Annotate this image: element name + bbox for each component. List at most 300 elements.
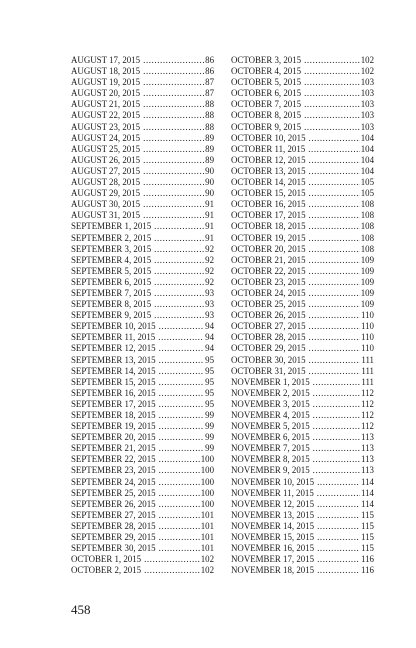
index-entry: [71, 410, 214, 421]
index-entry: [71, 543, 214, 554]
index-entry-date: SEPTEMBER 21, 2015: [71, 443, 156, 454]
index-entry: [71, 210, 214, 221]
dot-leader: [154, 266, 204, 277]
index-entry-date: NOVEMBER 5, 2015: [231, 421, 310, 432]
index-entry: [71, 488, 214, 499]
index-entry-page: 103: [360, 88, 374, 99]
index-entry-page: 105: [360, 188, 374, 199]
dot-leader: [308, 144, 359, 155]
index-entry: [71, 66, 214, 77]
index-entry-page: 87: [205, 88, 214, 99]
index-entry: [71, 565, 214, 576]
index-entry-page: 91: [205, 210, 214, 221]
index-entry-page: 91: [205, 221, 214, 232]
index-entry: [231, 66, 374, 77]
index-entry-date: NOVEMBER 2, 2015: [231, 387, 310, 398]
index-entry: [71, 477, 214, 488]
dot-leader: [143, 155, 204, 166]
index-entry: [71, 399, 214, 410]
index-entry: [231, 210, 374, 221]
index-entry-date: OCTOBER 23, 2015: [231, 276, 306, 287]
index-entry-page: 115: [361, 543, 374, 554]
index-entry-page: 115: [361, 509, 374, 520]
index-entry: [71, 465, 214, 476]
index-entry-page: 89: [205, 132, 214, 143]
index-entry-date: SEPTEMBER 10, 2015: [71, 321, 156, 332]
index-entry: [71, 144, 214, 155]
dot-leader: [159, 532, 200, 543]
index-entry: [231, 199, 374, 210]
dot-leader: [154, 255, 204, 266]
index-entry: [71, 88, 214, 99]
index-entry-page: 102: [360, 66, 374, 77]
index-entry-page: 99: [205, 410, 214, 420]
index-entry: [231, 233, 374, 244]
dot-leader: [144, 565, 200, 576]
dot-leader: [313, 421, 360, 432]
dot-leader: [154, 277, 204, 288]
index-entry: [71, 510, 214, 521]
index-entry-page: 104: [360, 143, 374, 154]
index-entry-date: OCTOBER 2, 2015: [71, 565, 142, 576]
dot-leader: [317, 510, 360, 521]
index-entry: [71, 188, 214, 199]
index-entry-page: 100: [200, 498, 214, 509]
dot-leader: [159, 343, 205, 354]
index-entry-date: AUGUST 17, 2015: [71, 55, 141, 65]
index-entry: [71, 299, 214, 310]
dot-leader: [309, 188, 360, 199]
index-entry-page: 112: [361, 410, 374, 420]
index-entry-date: SEPTEMBER 27, 2015: [71, 509, 156, 520]
index-entry-page: 95: [205, 354, 214, 365]
index-entry-date: SEPTEMBER 7, 2015: [71, 287, 152, 298]
dot-leader: [313, 454, 360, 465]
index-entry-date: SEPTEMBER 24, 2015: [71, 476, 156, 487]
dot-leader: [317, 488, 360, 499]
dot-leader: [317, 532, 360, 543]
index-entry-page: 109: [360, 254, 374, 265]
index-entry-page: 112: [361, 387, 374, 398]
index-entry: [71, 244, 214, 255]
dot-leader: [309, 321, 360, 332]
index-entry: [71, 55, 214, 66]
index-entry-date: NOVEMBER 6, 2015: [231, 432, 310, 443]
dot-leader: [313, 399, 360, 410]
dot-leader: [309, 332, 360, 343]
index-entry-date: SEPTEMBER 19, 2015: [71, 421, 156, 432]
index-entry-page: 86: [205, 55, 214, 65]
index-entry: [71, 177, 214, 188]
index-entry-page: 101: [200, 543, 214, 554]
index-entry: [231, 133, 374, 144]
index-entry-date: OCTOBER 19, 2015: [231, 232, 306, 243]
index-entry-page: 86: [205, 66, 214, 77]
index-entry-date: NOVEMBER 3, 2015: [231, 398, 310, 409]
index-entry-page: 108: [360, 221, 374, 232]
index-entry-date: NOVEMBER 10, 2015: [231, 476, 315, 487]
index-entry: [231, 432, 374, 443]
dot-leader: [159, 465, 200, 476]
dot-leader: [158, 332, 204, 343]
dot-leader: [313, 410, 360, 421]
index-entry-date: SEPTEMBER 20, 2015: [71, 432, 156, 443]
dot-leader: [309, 133, 360, 144]
index-entry-page: 99: [205, 443, 214, 454]
index-entry-page: 93: [205, 310, 214, 321]
index-entry: [71, 221, 214, 232]
dot-leader: [304, 122, 360, 133]
index-entry-date: OCTOBER 30, 2015: [231, 354, 306, 365]
index-entry-date: AUGUST 18, 2015: [71, 66, 141, 77]
dot-leader: [304, 99, 360, 110]
index-entry: [231, 443, 374, 454]
index-entry-date: OCTOBER 6, 2015: [231, 88, 302, 99]
index-entry-page: 102: [200, 565, 214, 576]
index-entry-date: SEPTEMBER 25, 2015: [71, 487, 156, 498]
dot-leader: [159, 543, 200, 554]
index-entry-date: SEPTEMBER 15, 2015: [71, 376, 156, 387]
index-entry-date: OCTOBER 15, 2015: [231, 188, 306, 199]
index-entry-page: 103: [360, 110, 374, 121]
dot-leader: [309, 177, 360, 188]
index-entry-page: 104: [360, 154, 374, 165]
index-entry-date: SEPTEMBER 14, 2015: [71, 365, 156, 376]
index-entry-page: 115: [361, 532, 374, 543]
index-entry-date: OCTOBER 10, 2015: [231, 132, 306, 143]
index-entry: [71, 454, 214, 465]
index-entry: [71, 343, 214, 354]
dot-leader: [159, 421, 205, 432]
index-entry: [231, 288, 374, 299]
dot-leader: [309, 255, 360, 266]
index-entry-date: NOVEMBER 16, 2015: [231, 543, 315, 554]
index-entry-page: 116: [361, 565, 374, 576]
index-entry-date: SEPTEMBER 29, 2015: [71, 532, 156, 543]
index-entry-date: OCTOBER 14, 2015: [231, 177, 306, 188]
index-entry-date: OCTOBER 4, 2015: [231, 66, 302, 77]
dot-leader: [317, 499, 360, 510]
index-entry-date: NOVEMBER 15, 2015: [231, 532, 315, 543]
index-entry-page: 101: [200, 509, 214, 520]
index-entry: [231, 155, 374, 166]
index-entry: [231, 255, 374, 266]
index-entry-date: OCTOBER 24, 2015: [231, 287, 306, 298]
dot-leader: [143, 199, 204, 210]
dot-leader: [159, 499, 200, 510]
index-entry-date: AUGUST 27, 2015: [71, 165, 141, 176]
dot-leader: [313, 443, 360, 454]
dot-leader: [144, 554, 200, 565]
index-entry: [231, 543, 374, 554]
index-entry-date: AUGUST 19, 2015: [71, 77, 141, 88]
index-entry: [71, 155, 214, 166]
dot-leader: [143, 88, 204, 99]
index-entry: [231, 166, 374, 177]
dot-leader: [309, 199, 360, 210]
index-entry-page: 93: [205, 287, 214, 298]
dot-leader: [159, 321, 205, 332]
dot-leader: [304, 77, 360, 88]
dot-leader: [313, 432, 360, 443]
index-entry-page: 90: [205, 177, 214, 188]
dot-leader: [309, 288, 360, 299]
index-entry-date: OCTOBER 17, 2015: [231, 210, 306, 221]
index-entry-page: 92: [205, 276, 214, 287]
index-entry-page: 91: [205, 232, 214, 243]
index-entry: [71, 377, 214, 388]
index-entry: [71, 166, 214, 177]
dot-leader: [159, 477, 200, 488]
index-entry-date: SEPTEMBER 26, 2015: [71, 498, 156, 509]
index-entry-page: 108: [360, 243, 374, 254]
dot-leader: [304, 55, 360, 66]
index-entry-date: OCTOBER 26, 2015: [231, 310, 306, 321]
index-entry-page: 109: [360, 299, 374, 310]
dot-leader: [304, 110, 360, 121]
index-entry-date: SEPTEMBER 13, 2015: [71, 354, 156, 365]
dot-leader: [309, 210, 360, 221]
index-entry: [231, 321, 374, 332]
index-entry-date: SEPTEMBER 30, 2015: [71, 543, 156, 554]
index-entry-date: SEPTEMBER 4, 2015: [71, 254, 152, 265]
index-entry-date: OCTOBER 1, 2015: [71, 554, 142, 565]
index-entry-page: 108: [360, 210, 374, 221]
index-entry-page: 113: [361, 443, 374, 454]
index-entry-date: SEPTEMBER 2, 2015: [71, 232, 152, 243]
index-entry-page: 100: [200, 487, 214, 498]
index-entry-date: SEPTEMBER 12, 2015: [71, 343, 156, 354]
dot-leader: [309, 244, 360, 255]
index-entry-page: 95: [205, 376, 214, 387]
index-entry: [71, 255, 214, 266]
dot-leader: [143, 122, 204, 133]
index-entry: [231, 388, 374, 399]
index-entry: [231, 244, 374, 255]
dot-leader: [317, 543, 360, 554]
index-entry-date: NOVEMBER 17, 2015: [231, 554, 315, 565]
dot-leader: [159, 510, 200, 521]
dot-leader: [304, 66, 360, 77]
dot-leader: [143, 77, 204, 88]
index-entry: [231, 477, 374, 488]
index-entry-date: OCTOBER 8, 2015: [231, 110, 302, 121]
index-entry-page: 91: [205, 199, 214, 210]
index-entry-page: 102: [200, 554, 214, 565]
dot-leader: [143, 210, 204, 221]
dot-leader: [154, 310, 204, 321]
index-entry-date: AUGUST 21, 2015: [71, 99, 141, 110]
index-entry: [231, 488, 374, 499]
index-entry: [231, 88, 374, 99]
index-entry-date: AUGUST 25, 2015: [71, 143, 141, 154]
index-entry-page: 114: [361, 498, 374, 509]
dot-leader: [143, 99, 204, 110]
index-entry-page: 113: [361, 465, 374, 476]
index-entry-page: 104: [360, 165, 374, 176]
dot-leader: [159, 399, 205, 410]
index-entry: [231, 332, 374, 343]
index-entry-page: 108: [360, 199, 374, 210]
index-entry-date: SEPTEMBER 18, 2015: [71, 410, 156, 420]
index-entry: [71, 99, 214, 110]
index-entry-page: 110: [361, 310, 374, 321]
dot-leader: [309, 266, 360, 277]
index-entry-date: NOVEMBER 1, 2015: [231, 376, 310, 387]
dot-leader: [154, 221, 204, 232]
index-entry: [231, 410, 374, 421]
index-entry-date: AUGUST 22, 2015: [71, 110, 141, 121]
dot-leader: [309, 277, 360, 288]
index-entry: [71, 110, 214, 121]
index-entry: [231, 299, 374, 310]
index-entry: [231, 421, 374, 432]
index-entry-page: 115: [361, 520, 374, 531]
index-entry: [71, 554, 214, 565]
index-entry-date: SEPTEMBER 16, 2015: [71, 387, 156, 398]
index-entry-page: 93: [205, 299, 214, 310]
index-entry: [71, 277, 214, 288]
dot-leader: [309, 233, 360, 244]
index-entry-date: OCTOBER 20, 2015: [231, 243, 306, 254]
index-entry-date: OCTOBER 18, 2015: [231, 221, 306, 232]
dot-leader: [317, 477, 360, 488]
dot-leader: [159, 377, 205, 388]
index-entry-page: 92: [205, 254, 214, 265]
index-entry-page: 94: [205, 332, 214, 343]
index-entry-date: NOVEMBER 8, 2015: [231, 454, 310, 465]
index-entry: [231, 499, 374, 510]
index-entry-date: AUGUST 30, 2015: [71, 199, 141, 210]
index-entry: [231, 310, 374, 321]
index-entry-date: SEPTEMBER 3, 2015: [71, 243, 152, 254]
dot-leader: [159, 443, 205, 454]
index-entry-page: 109: [360, 287, 374, 298]
page-number: 458: [71, 602, 91, 617]
index-entry: [71, 77, 214, 88]
index-entry-page: 105: [360, 177, 374, 188]
index-entry: [231, 177, 374, 188]
dot-leader: [154, 299, 204, 310]
index-entry-page: 88: [205, 99, 214, 110]
index-entry: [71, 443, 214, 454]
index-entry: [231, 144, 374, 155]
index-entry-date: OCTOBER 22, 2015: [231, 265, 306, 276]
index-entry-page: 94: [205, 343, 214, 354]
dot-leader: [317, 554, 360, 565]
index-entry-page: 99: [205, 421, 214, 432]
index-entry-page: 89: [205, 143, 214, 154]
index-entry-page: 95: [205, 365, 214, 376]
dot-leader: [143, 177, 204, 188]
index-entry-date: SEPTEMBER 6, 2015: [71, 276, 152, 287]
index-entry-page: 88: [205, 121, 214, 132]
dot-leader: [304, 88, 360, 99]
index-entry: [231, 532, 374, 543]
index-column-left: [71, 55, 214, 576]
index-entry-page: 95: [205, 398, 214, 409]
dot-leader: [159, 488, 200, 499]
index-entry-date: OCTOBER 25, 2015: [231, 299, 306, 310]
index-entry-page: 113: [361, 454, 374, 465]
dot-leader: [159, 410, 205, 421]
index-entry-page: 103: [360, 77, 374, 88]
dot-leader: [313, 388, 360, 399]
index-entry: [71, 199, 214, 210]
index-entry: [231, 399, 374, 410]
dot-leader: [154, 233, 204, 244]
dot-leader: [309, 343, 360, 354]
dot-leader: [309, 355, 361, 366]
index-entry-page: 109: [360, 276, 374, 287]
index-entry-page: 103: [360, 121, 374, 132]
index-entry: [231, 366, 374, 377]
index-entry-page: 113: [361, 432, 374, 443]
index-entry-date: OCTOBER 9, 2015: [231, 121, 302, 132]
index-entry-date: NOVEMBER 11, 2015: [231, 487, 314, 498]
index-entry-page: 102: [360, 55, 374, 65]
index-entry: [231, 377, 374, 388]
index-entry-page: 101: [200, 532, 214, 543]
dot-leader: [313, 377, 361, 388]
index-entry-page: 112: [361, 398, 374, 409]
index-entry-page: 111: [361, 365, 374, 376]
index-entry-date: SEPTEMBER 8, 2015: [71, 299, 152, 310]
dot-leader: [309, 221, 360, 232]
index-entry-date: SEPTEMBER 23, 2015: [71, 465, 156, 476]
index-entry-page: 88: [205, 110, 214, 121]
index-entry-page: 114: [361, 476, 374, 487]
index-entry-page: 101: [200, 520, 214, 531]
index-entry-page: 94: [205, 321, 214, 332]
index-entry: [231, 343, 374, 354]
index-entry: [71, 310, 214, 321]
index-entry-date: OCTOBER 28, 2015: [231, 332, 306, 343]
index-entry-date: OCTOBER 21, 2015: [231, 254, 306, 265]
index-entry: [71, 499, 214, 510]
index-entry-date: OCTOBER 7, 2015: [231, 99, 302, 110]
index-entry-page: 112: [361, 421, 374, 432]
dot-leader: [159, 388, 205, 399]
index-entry-page: 100: [200, 465, 214, 476]
dot-leader: [309, 155, 360, 166]
index-entry-date: SEPTEMBER 5, 2015: [71, 265, 152, 276]
index-entry: [231, 110, 374, 121]
index-entry-date: SEPTEMBER 9, 2015: [71, 310, 152, 321]
index-entry-page: 109: [360, 265, 374, 276]
index-entry-date: NOVEMBER 14, 2015: [231, 520, 315, 531]
index-entry: [71, 321, 214, 332]
index-entry-page: 89: [205, 154, 214, 165]
index-entry-page: 114: [361, 487, 374, 498]
index-entry: [71, 332, 214, 343]
index-entry: [71, 266, 214, 277]
index-entry: [71, 432, 214, 443]
dot-leader: [143, 133, 204, 144]
index-entry-date: AUGUST 24, 2015: [71, 132, 141, 143]
index-entry-date: NOVEMBER 18, 2015: [231, 565, 315, 576]
dot-leader: [143, 110, 204, 121]
dot-leader: [309, 299, 360, 310]
index-entry: [231, 55, 374, 66]
index-entry: [71, 388, 214, 399]
index-entry: [71, 233, 214, 244]
index-entry-page: 100: [200, 454, 214, 465]
index-entry-date: OCTOBER 29, 2015: [231, 343, 306, 354]
dot-leader: [143, 55, 204, 66]
index-entry-page: 95: [205, 387, 214, 398]
index-entry-page: 116: [361, 554, 374, 565]
